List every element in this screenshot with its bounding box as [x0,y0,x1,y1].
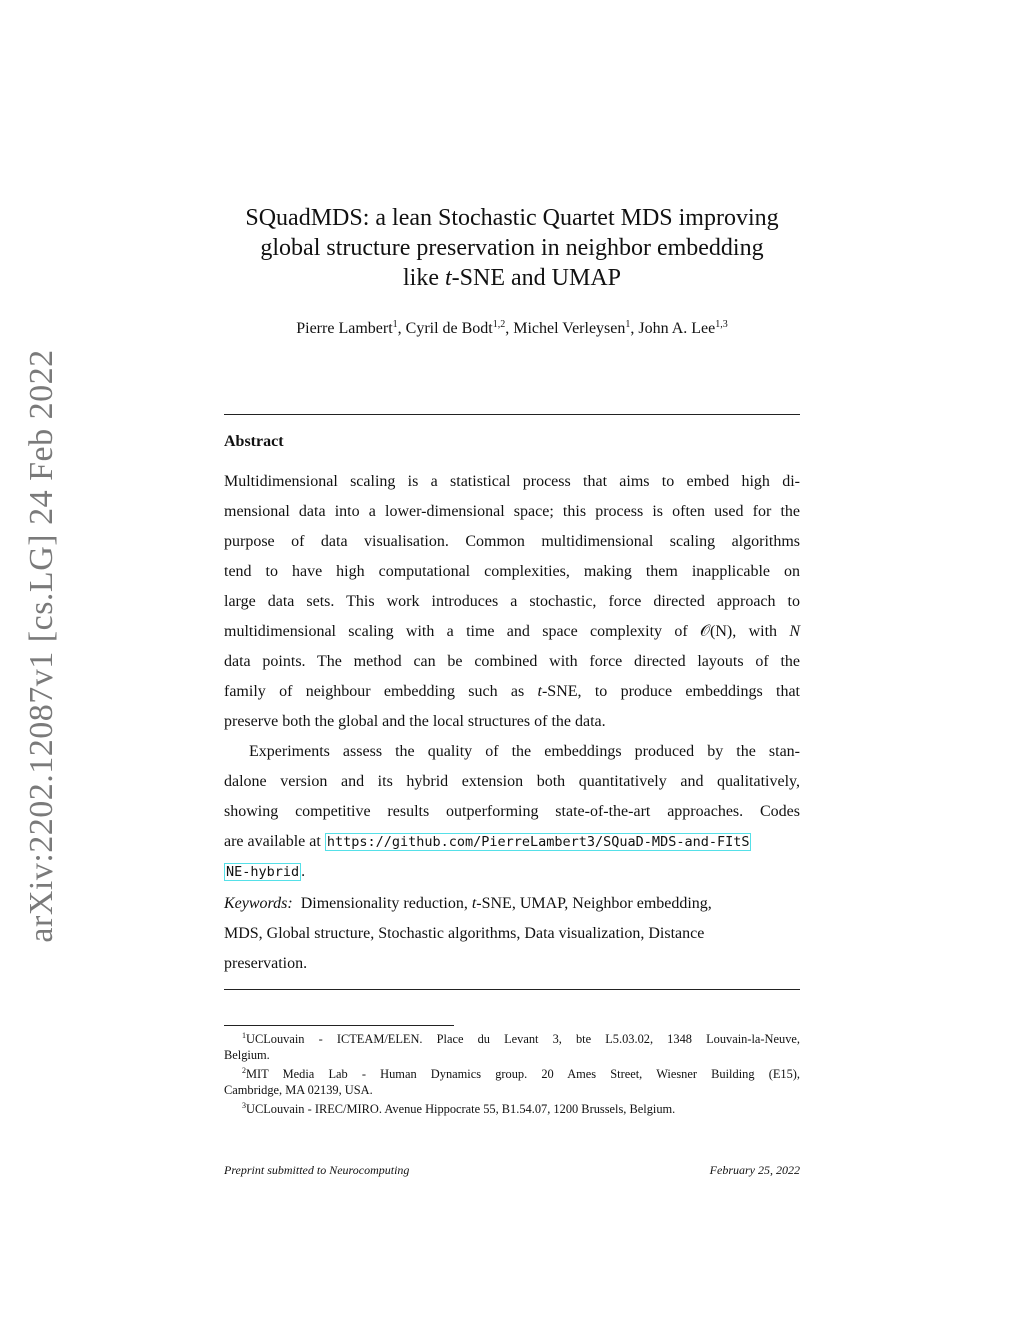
keywords [224,889,800,979]
text-line: preserve both the global and the local structures of the data. [224,713,606,730]
text-line: data points. The method can be combined with force directed layouts of the [224,653,800,670]
text-line: dalone version and its hybrid extension both quantitatively and qualitatively, [224,773,800,790]
text-line: family of neighbour embedding such as t-SNE, to produce embeddings that [224,683,801,700]
code-repository-link-continued[interactable]: NE-hybrid [226,864,300,880]
text-line: large data sets. This work introduces a stochastic, force directed approach to [224,593,800,610]
text-line: showing competitive results outperforming state-of-the-art approaches. Codes [224,803,800,820]
text-line: purpose of data visualisation. Common multidimensional scaling algorithms [224,533,800,550]
title-line-3: like t-SNE and UMAP [402,265,621,291]
footnote: $^2$MIT Media Lab - Human Dynamics group. 20 Ames Street, Wiesner Building (E15), [242,1066,800,1081]
text-line: are available at https://github.com/PierreLambert3/SQuaD-MDS-and-FItS [224,833,750,850]
author: John A. Lee$^{1,3}$ [638,319,728,337]
arxiv-stamp-text: arXiv:2202.12087v1 [cs.LG] 24 Feb 2022 [23,349,60,943]
footnote-continued: Cambridge, MA 02139, USA. [224,1083,373,1097]
title-line-1: SQuadMDS: a lean Stochastic Quartet MDS improving [245,205,779,231]
keywords-label: Keywords: [224,895,293,912]
footnote-continued: Belgium. [224,1048,270,1062]
abstract-top-rule [224,414,800,415]
footnote-rule [224,1025,454,1026]
text-line: MDS, Global structure, Stochastic algorithms, Data visualization, Distance [224,925,705,942]
paper-title [224,203,800,293]
text-line: preservation. [224,955,308,972]
abstract-paragraph-1 [224,467,800,737]
page-footer [224,1163,800,1178]
abstract-bottom-rule [224,989,800,990]
author-list: Pierre Lambert$^1$, Cyril de Bodt$^{1,2}$, Michel Verleysen$^1$, John A. Lee$^{1,3}$ [296,319,728,337]
title-line-2: global structure preservation in neighbor embedding [260,235,764,261]
text-line: Keywords: Dimensionality reduction, t-SNE, UMAP, Neighbor embedding, [224,895,712,912]
text-line: Multidimensional scaling is a statistical process that aims to embed high di- [224,473,800,490]
author: Michel Verleysen$^1$ [513,319,631,337]
footnotes [224,1028,800,1117]
text-line: multidimensional scaling with a time and space complexity of 𝒪(N), with N [224,623,800,640]
footnote: $^1$UCLouvain - ICTEAM/ELEN. Place du Levant 3, bte L5.03.02, 1348 Louvain-la-Neuve, [242,1031,800,1046]
code-repository-link[interactable]: https://github.com/PierreLambert3/SQuaD-MDS-and-FItS [326,834,750,850]
date: February 25, 2022 [709,1163,800,1177]
abstract-paragraph-2 [224,737,800,887]
abstract-heading: Abstract [224,433,284,450]
text-line: tend to have high computational complexities, making them inapplicable on [224,563,800,580]
text-line: Experiments assess the quality of the embeddings produced by the stan- [249,743,800,760]
journal-note: Preprint submitted to Neurocomputing [224,1163,410,1177]
text-line: mensional data into a lower-dimensional space; this process is often used for the [224,503,800,520]
text-line: NE-hybrid . [226,863,306,880]
footnote: $^3$UCLouvain - IREC/MIRO. Avenue Hippocrate 55, B1.54.07, 1200 Brussels, Belgium. [242,1101,676,1116]
author: Cyril de Bodt$^{1,2}$ [405,319,506,337]
author: Pierre Lambert$^1$ [296,319,398,337]
